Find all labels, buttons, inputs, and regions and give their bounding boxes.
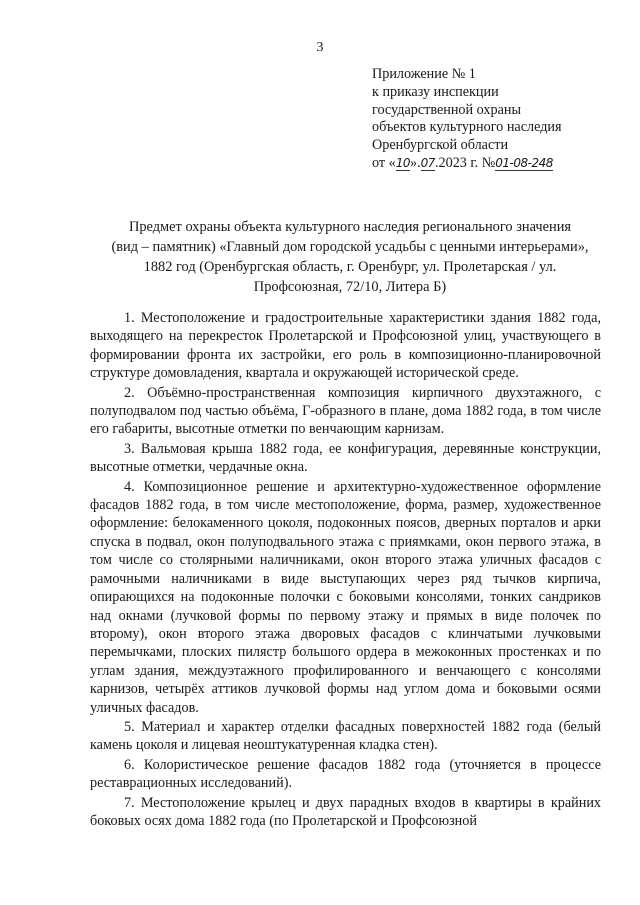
appendix-line: Приложение № 1 xyxy=(372,66,476,82)
appendix-line: государственной охраны xyxy=(372,101,522,118)
list-item: 7. Местоположение крылец и двух парадных входов в квартиры в крайних боковых осях дома 1882 года (по Пролетарской и Профсоюзной xyxy=(90,794,601,829)
list-item: 6. Колористическое решение фасадов 1882 года (уточняется в процессе реставрационных исследований). xyxy=(90,756,601,792)
list-item: 2. Объёмно-пространственная композиция кирпичного двухэтажного, с полуподвалом под частью объёма, Г-образного в плане, дома 1882 года, в том числе его габариты, высотные отметки по венчающим карнизам. xyxy=(90,384,601,438)
list-item: 4. Композиционное решение и архитектурно-художественное оформление фасадов 1882 года, в том числе местоположение, форма, размер, художественное оформление: белокаменного цоколя, подоконных поясов, дверных порталов и арки спуска в подвал, окон полуподвального этажа с приямками, окон первого этажа, в том числе со столярными наличниками, окон второго этажа уличных фасадов с рамочными наличниками в виде выступающих через ряд тычков кирпича, опирающихся на подоконные полочки с боковыми консолями, тонких сандриков над окнами (лучковой формы по первому этажу и прямых в виде полочек по второму), окон второго этажа дворовых фасадов с клинчатыми лучковыми перемычками, плоских пилястр большого ордера в межоконных простенках и по углам здания, междуэтажного профилированного и венчающего с консолями карнизов, четырёх аттиков лучковой формы над углом дома и боковыми осями уличных фасадов. xyxy=(90,478,601,716)
appendix-block xyxy=(372,66,622,173)
list-item: 5. Материал и характер отделки фасадных поверхностей 1882 года (белый камень цоколя и лицевая неоштукатуренная кладка стен). xyxy=(90,718,601,754)
title-line: (вид – памятник) «Главный дом городской усадьбы с ценными интерьерами», xyxy=(111,239,589,255)
appendix-line: объектов культурного наследия xyxy=(372,119,562,136)
title-line: Профсоюзная, 72/10, Литера Б) xyxy=(253,279,447,295)
list-item: 3. Вальмовая крыша 1882 года, ее конфигурация, деревянные конструкции, высотные отметки, чердачные окна. xyxy=(90,440,601,476)
day-handwritten: 10 xyxy=(395,155,411,170)
document-body xyxy=(90,309,601,831)
number-handwritten: 01-08-248 xyxy=(495,155,553,170)
title-line: 1882 год (Оренбургская область, г. Оренбург, ул. Пролетарская / ул. xyxy=(143,259,557,275)
list-item: 1. Местоположение и градостроительные характеристики здания 1882 года, выходящего на перекресток Пролетарской и Профсоюзной улиц, участвующего в формировании фронта их застройки, его роль в композиционно-планировочной структуре домовладения, квартала и окружающей исторической среде. xyxy=(90,310,601,382)
title-line: Предмет охраны объекта культурного наследия регионального значения xyxy=(128,219,572,235)
appendix-line: к приказу инспекции xyxy=(372,83,499,100)
appendix-line: Оренбургской области xyxy=(372,137,509,154)
date-month xyxy=(421,156,435,171)
date-day xyxy=(396,156,410,171)
date-prefix: от « xyxy=(372,154,396,171)
month-handwritten: 07 xyxy=(420,155,435,170)
document-title xyxy=(80,217,620,297)
order-number xyxy=(495,156,553,171)
appendix-date-line xyxy=(372,155,622,173)
page-number: 3 xyxy=(316,40,324,55)
date-mid: ». xyxy=(410,154,421,171)
date-year: .2023 г. № xyxy=(434,154,496,171)
